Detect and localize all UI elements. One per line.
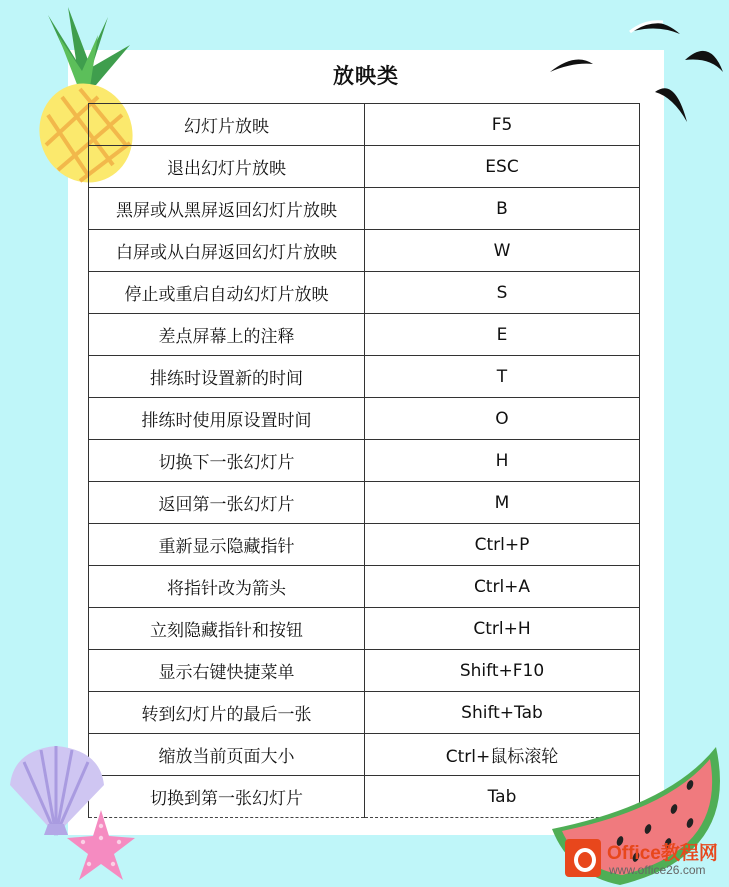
shortcut-key-cell: B [365,188,640,230]
shortcut-key-cell: Ctrl+H [365,608,640,650]
shortcut-key-cell: Ctrl+鼠标滚轮 [365,734,640,776]
action-cell: 差点屏幕上的注释 [89,314,365,356]
shortcut-key-cell: H [365,440,640,482]
table-row [89,146,640,188]
action-cell: 立刻隐藏指针和按钮 [89,608,365,650]
action-cell: 重新显示隐藏指针 [89,524,365,566]
table-row [89,272,640,314]
action-cell: 排练时设置新的时间 [89,356,365,398]
table-row [89,608,640,650]
table-row [89,230,640,272]
table-row [89,188,640,230]
action-cell: 停止或重启自动幻灯片放映 [89,272,365,314]
shortcut-key-cell: Ctrl+A [365,566,640,608]
table-row [89,356,640,398]
table-row [89,524,640,566]
action-cell: 幻灯片放映 [89,104,365,146]
action-cell: 返回第一张幻灯片 [89,482,365,524]
shortcut-key-cell: M [365,482,640,524]
watermark-url: www.office26.com [609,863,706,877]
table-row [89,440,640,482]
table-row [89,566,640,608]
shortcut-key-cell: ESC [365,146,640,188]
table-row [89,104,640,146]
action-cell: 切换下一张幻灯片 [89,440,365,482]
action-cell: 白屏或从白屏返回幻灯片放映 [89,230,365,272]
shortcut-key-cell: W [365,230,640,272]
action-cell: 缩放当前页面大小 [89,734,365,776]
shortcut-key-cell: Tab [365,776,640,818]
action-cell: 显示右键快捷菜单 [89,650,365,692]
action-cell: 排练时使用原设置时间 [89,398,365,440]
shortcut-key-cell: T [365,356,640,398]
action-cell: 转到幻灯片的最后一张 [89,692,365,734]
table-row [89,314,640,356]
action-cell: 将指针改为箭头 [89,566,365,608]
table-row [89,482,640,524]
watermark-name: Office教程网 [607,843,718,864]
shortcut-key-cell: O [365,398,640,440]
shortcut-key-cell: E [365,314,640,356]
starfish-icon [65,808,137,884]
table-row [89,650,640,692]
shortcut-key-cell: Ctrl+P [365,524,640,566]
watermark-logo [565,835,725,883]
table-row [89,398,640,440]
shortcut-key-cell: Shift+Tab [365,692,640,734]
office-logo-icon [565,839,601,877]
shortcut-key-cell: F5 [365,104,640,146]
action-cell: 切换到第一张幻灯片 [89,776,365,818]
action-cell: 黑屏或从黑屏返回幻灯片放映 [89,188,365,230]
shortcut-key-cell: Shift+F10 [365,650,640,692]
shortcut-key-cell: S [365,272,640,314]
page-title: 放映类 [333,64,399,88]
action-cell: 退出幻灯片放映 [89,146,365,188]
table-row [89,692,640,734]
shortcut-table [88,103,640,818]
